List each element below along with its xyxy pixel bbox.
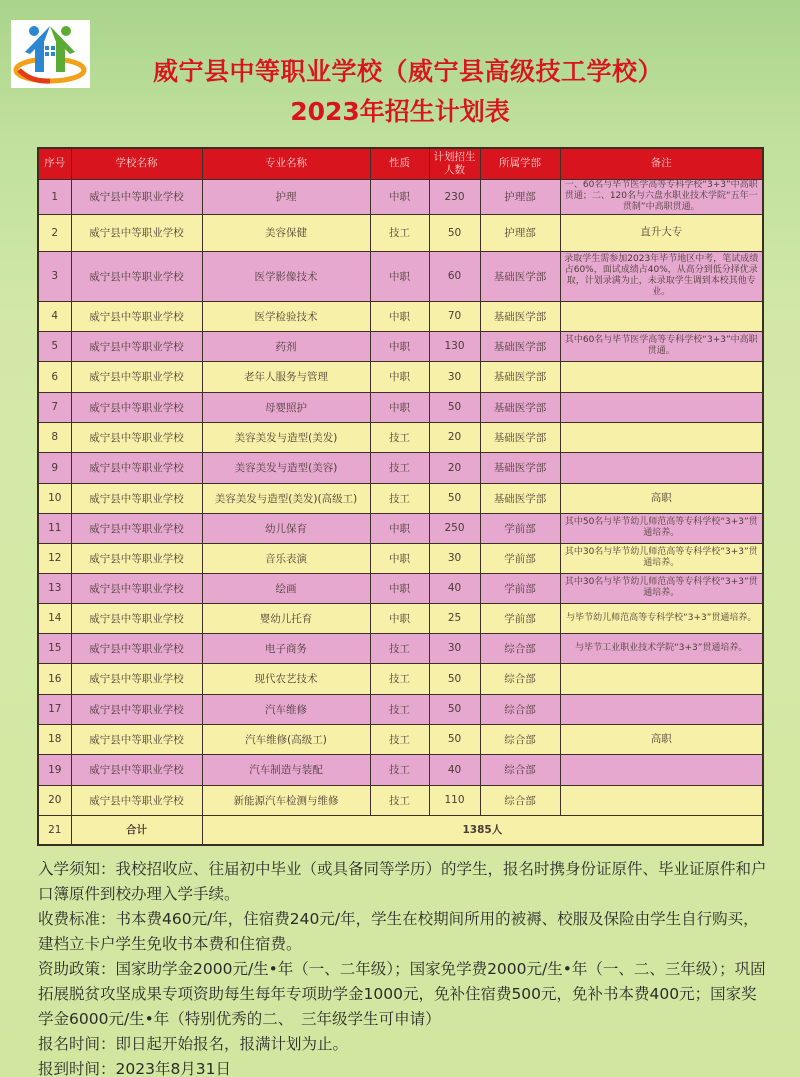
department: 学前部 <box>480 543 560 573</box>
remarks <box>560 694 763 724</box>
department: 学前部 <box>480 603 560 633</box>
program-type: 中职 <box>370 392 429 422</box>
total-value: 1385人 <box>202 815 763 845</box>
program-type: 技工 <box>370 452 429 483</box>
department: 基础医学部 <box>480 392 560 422</box>
remarks <box>560 301 763 331</box>
table-row <box>38 543 763 573</box>
program-type: 技工 <box>370 422 429 452</box>
department: 综合部 <box>480 785 560 815</box>
admission-requirements: 入学须知：我校招收应、往届初中毕业（或具备同等学历）的学生，报名时携身份证原件、毕业证原件和户口簿原件到校办理入学手续。 <box>38 860 767 903</box>
department: 基础医学部 <box>480 301 560 331</box>
table-row <box>38 422 763 452</box>
school-name: 威宁县中等职业学校 <box>71 452 202 483</box>
major-name: 美容保健 <box>202 214 370 251</box>
row-no: 3 <box>38 251 71 301</box>
remarks: 与毕节工业职业技术学院“3+3”贯通培养。 <box>560 633 763 663</box>
row-no: 20 <box>38 785 71 815</box>
financial-aid-policy: 资助政策：国家助学金2000元/生•年（一、二年级）；国家免学费2000元/生•年（一、二、三年级）；巩固拓展脱贫攻坚成果专项资助每生每年专项助学金1000元，免补住宿费500元，免补书本费400元；国家奖学金6000元/生•年（特别优秀的二、 三年级学生可申请） <box>38 960 766 1028</box>
row-no: 18 <box>38 724 71 754</box>
program-type: 技工 <box>370 754 429 785</box>
row-no: 9 <box>38 452 71 483</box>
column-header-note: 备注 <box>560 148 763 179</box>
major-name: 现代农艺技术 <box>202 663 370 694</box>
program-type: 技工 <box>370 214 429 251</box>
table-row <box>38 179 763 214</box>
remarks <box>560 754 763 785</box>
major-name: 婴幼儿托育 <box>202 603 370 633</box>
department: 护理部 <box>480 214 560 251</box>
remarks: 其中30名与毕节幼儿师范高等专科学校“3+3”贯通培养。 <box>560 573 763 603</box>
program-type: 中职 <box>370 251 429 301</box>
program-type: 技工 <box>370 633 429 663</box>
program-type: 中职 <box>370 543 429 573</box>
program-type: 技工 <box>370 694 429 724</box>
table-row <box>38 331 763 361</box>
remarks: 高职 <box>560 483 763 513</box>
department: 学前部 <box>480 513 560 543</box>
major-name: 老年人服务与管理 <box>202 361 370 392</box>
major-name: 汽车制造与装配 <box>202 754 370 785</box>
program-type: 中职 <box>370 573 429 603</box>
column-header-dept: 所属学部 <box>480 148 560 179</box>
school-name: 威宁县中等职业学校 <box>71 301 202 331</box>
department: 综合部 <box>480 633 560 663</box>
remarks: 其中30名与毕节幼儿师范高等专科学校“3+3”贯通培养。 <box>560 543 763 573</box>
planned-count: 230 <box>429 179 480 214</box>
department: 综合部 <box>480 724 560 754</box>
remarks: 一、60名与毕节医学高等专科学校“3+3”中高职贯通；二、120名与六盘水职业技术学院“五年一贯制”中高职贯通。 <box>560 179 763 214</box>
program-type: 中职 <box>370 513 429 543</box>
planned-count: 60 <box>429 251 480 301</box>
remarks: 直升大专 <box>560 214 763 251</box>
major-name: 汽车维修(高级工) <box>202 724 370 754</box>
department: 学前部 <box>480 573 560 603</box>
school-name: 威宁县中等职业学校 <box>71 694 202 724</box>
table-row <box>38 301 763 331</box>
total-no: 21 <box>38 815 71 845</box>
school-name: 威宁县中等职业学校 <box>71 361 202 392</box>
table-row <box>38 483 763 513</box>
department: 基础医学部 <box>480 483 560 513</box>
department: 基础医学部 <box>480 251 560 301</box>
school-name: 威宁县中等职业学校 <box>71 483 202 513</box>
major-name: 美容美发与造型(美发)(高级工) <box>202 483 370 513</box>
row-no: 6 <box>38 361 71 392</box>
department: 护理部 <box>480 179 560 214</box>
major-name: 音乐表演 <box>202 543 370 573</box>
school-name: 威宁县中等职业学校 <box>71 633 202 663</box>
major-name: 幼儿保育 <box>202 513 370 543</box>
row-no: 8 <box>38 422 71 452</box>
row-no: 2 <box>38 214 71 251</box>
table-row <box>38 663 763 694</box>
registration-time: 报名时间：即日起开始报名，报满计划为止。 <box>38 1035 349 1053</box>
row-no: 16 <box>38 663 71 694</box>
planned-count: 50 <box>429 214 480 251</box>
remarks <box>560 361 763 392</box>
row-no: 14 <box>38 603 71 633</box>
remarks <box>560 663 763 694</box>
school-name: 威宁县中等职业学校 <box>71 785 202 815</box>
row-no: 13 <box>38 573 71 603</box>
school-name: 威宁县中等职业学校 <box>71 392 202 422</box>
major-name: 美容美发与造型(美发) <box>202 422 370 452</box>
school-name: 威宁县中等职业学校 <box>71 603 202 633</box>
remarks: 录取学生需参加2023年毕节地区中考，笔试成绩占60%，面试成绩占40%，从高分到低分择优录取，计划录满为止，未录取学生调到本校其他专业。 <box>560 251 763 301</box>
program-type: 中职 <box>370 603 429 633</box>
enrollment-plan-table <box>37 147 764 846</box>
planned-count: 25 <box>429 603 480 633</box>
planned-count: 40 <box>429 573 480 603</box>
total-label: 合计 <box>71 815 202 845</box>
row-no: 10 <box>38 483 71 513</box>
total-row <box>38 815 763 845</box>
program-type: 技工 <box>370 483 429 513</box>
row-no: 11 <box>38 513 71 543</box>
department: 基础医学部 <box>480 331 560 361</box>
planned-count: 50 <box>429 694 480 724</box>
page-title: 威宁县中等职业学校（威宁县高级技工学校） <box>152 57 663 86</box>
major-name: 医学影像技术 <box>202 251 370 301</box>
major-name: 医学检验技术 <box>202 301 370 331</box>
school-name: 威宁县中等职业学校 <box>71 573 202 603</box>
table-row <box>38 603 763 633</box>
remarks: 高职 <box>560 724 763 754</box>
program-type: 中职 <box>370 301 429 331</box>
school-name: 威宁县中等职业学校 <box>71 513 202 543</box>
program-type: 中职 <box>370 331 429 361</box>
major-name: 药剂 <box>202 331 370 361</box>
program-type: 中职 <box>370 179 429 214</box>
program-type: 技工 <box>370 663 429 694</box>
page-subtitle: 2023年招生计划表 <box>290 97 510 126</box>
department: 综合部 <box>480 694 560 724</box>
row-no: 5 <box>38 331 71 361</box>
table-row <box>38 754 763 785</box>
planned-count: 50 <box>429 483 480 513</box>
planned-count: 30 <box>429 543 480 573</box>
remarks: 与毕节幼儿师范高等专科学校“3+3”贯通培养。 <box>560 603 763 633</box>
remarks <box>560 392 763 422</box>
school-name: 威宁县中等职业学校 <box>71 754 202 785</box>
table-row <box>38 785 763 815</box>
row-no: 1 <box>38 179 71 214</box>
planned-count: 130 <box>429 331 480 361</box>
table-row <box>38 392 763 422</box>
planned-count: 50 <box>429 663 480 694</box>
department: 综合部 <box>480 754 560 785</box>
planned-count: 110 <box>429 785 480 815</box>
row-no: 7 <box>38 392 71 422</box>
major-name: 护理 <box>202 179 370 214</box>
column-header-count: 计划招生人数 <box>429 148 480 179</box>
school-name: 威宁县中等职业学校 <box>71 724 202 754</box>
major-name: 绘画 <box>202 573 370 603</box>
table-row <box>38 513 763 543</box>
major-name: 新能源汽车检测与维修 <box>202 785 370 815</box>
row-no: 4 <box>38 301 71 331</box>
table-header-row <box>38 148 763 179</box>
planned-count: 20 <box>429 452 480 483</box>
school-name: 威宁县中等职业学校 <box>71 422 202 452</box>
school-name: 威宁县中等职业学校 <box>71 251 202 301</box>
remarks: 其中60名与毕节医学高等专科学校“3+3”中高职贯通。 <box>560 331 763 361</box>
column-header-type: 性质 <box>370 148 429 179</box>
table-body <box>38 179 763 815</box>
column-header-no: 序号 <box>38 148 71 179</box>
planned-count: 50 <box>429 724 480 754</box>
major-name: 汽车维修 <box>202 694 370 724</box>
row-no: 15 <box>38 633 71 663</box>
school-name: 威宁县中等职业学校 <box>71 214 202 251</box>
program-type: 中职 <box>370 361 429 392</box>
remarks <box>560 422 763 452</box>
department: 综合部 <box>480 663 560 694</box>
report-time: 报到时间：2023年8月31日 <box>38 1060 232 1077</box>
admission-notice <box>38 857 768 1077</box>
program-type: 技工 <box>370 785 429 815</box>
remarks <box>560 452 763 483</box>
planned-count: 20 <box>429 422 480 452</box>
table-row <box>38 214 763 251</box>
remarks <box>560 785 763 815</box>
planned-count: 30 <box>429 361 480 392</box>
school-name: 威宁县中等职业学校 <box>71 663 202 694</box>
row-no: 19 <box>38 754 71 785</box>
major-name: 电子商务 <box>202 633 370 663</box>
table-row <box>38 633 763 663</box>
row-no: 12 <box>38 543 71 573</box>
table-row <box>38 251 763 301</box>
planned-count: 40 <box>429 754 480 785</box>
planned-count: 250 <box>429 513 480 543</box>
planned-count: 50 <box>429 392 480 422</box>
department: 基础医学部 <box>480 422 560 452</box>
fee-standards: 收费标准：书本费460元/年，住宿费240元/年，学生在校期间所用的被褥、校服及保险由学生自行购买，建档立卡户学生免收书本费和住宿费。 <box>38 910 759 953</box>
department: 基础医学部 <box>480 452 560 483</box>
column-header-major: 专业名称 <box>202 148 370 179</box>
school-name: 威宁县中等职业学校 <box>71 543 202 573</box>
table-row <box>38 452 763 483</box>
school-name: 威宁县中等职业学校 <box>71 331 202 361</box>
planned-count: 70 <box>429 301 480 331</box>
table-row <box>38 573 763 603</box>
remarks: 其中50名与毕节幼儿师范高等专科学校“3+3”贯通培养。 <box>560 513 763 543</box>
row-no: 17 <box>38 694 71 724</box>
planned-count: 30 <box>429 633 480 663</box>
column-header-school: 学校名称 <box>71 148 202 179</box>
major-name: 母婴照护 <box>202 392 370 422</box>
table-row <box>38 694 763 724</box>
program-type: 技工 <box>370 724 429 754</box>
department: 基础医学部 <box>480 361 560 392</box>
table-row <box>38 361 763 392</box>
table-row <box>38 724 763 754</box>
school-name: 威宁县中等职业学校 <box>71 179 202 214</box>
major-name: 美容美发与造型(美容) <box>202 452 370 483</box>
